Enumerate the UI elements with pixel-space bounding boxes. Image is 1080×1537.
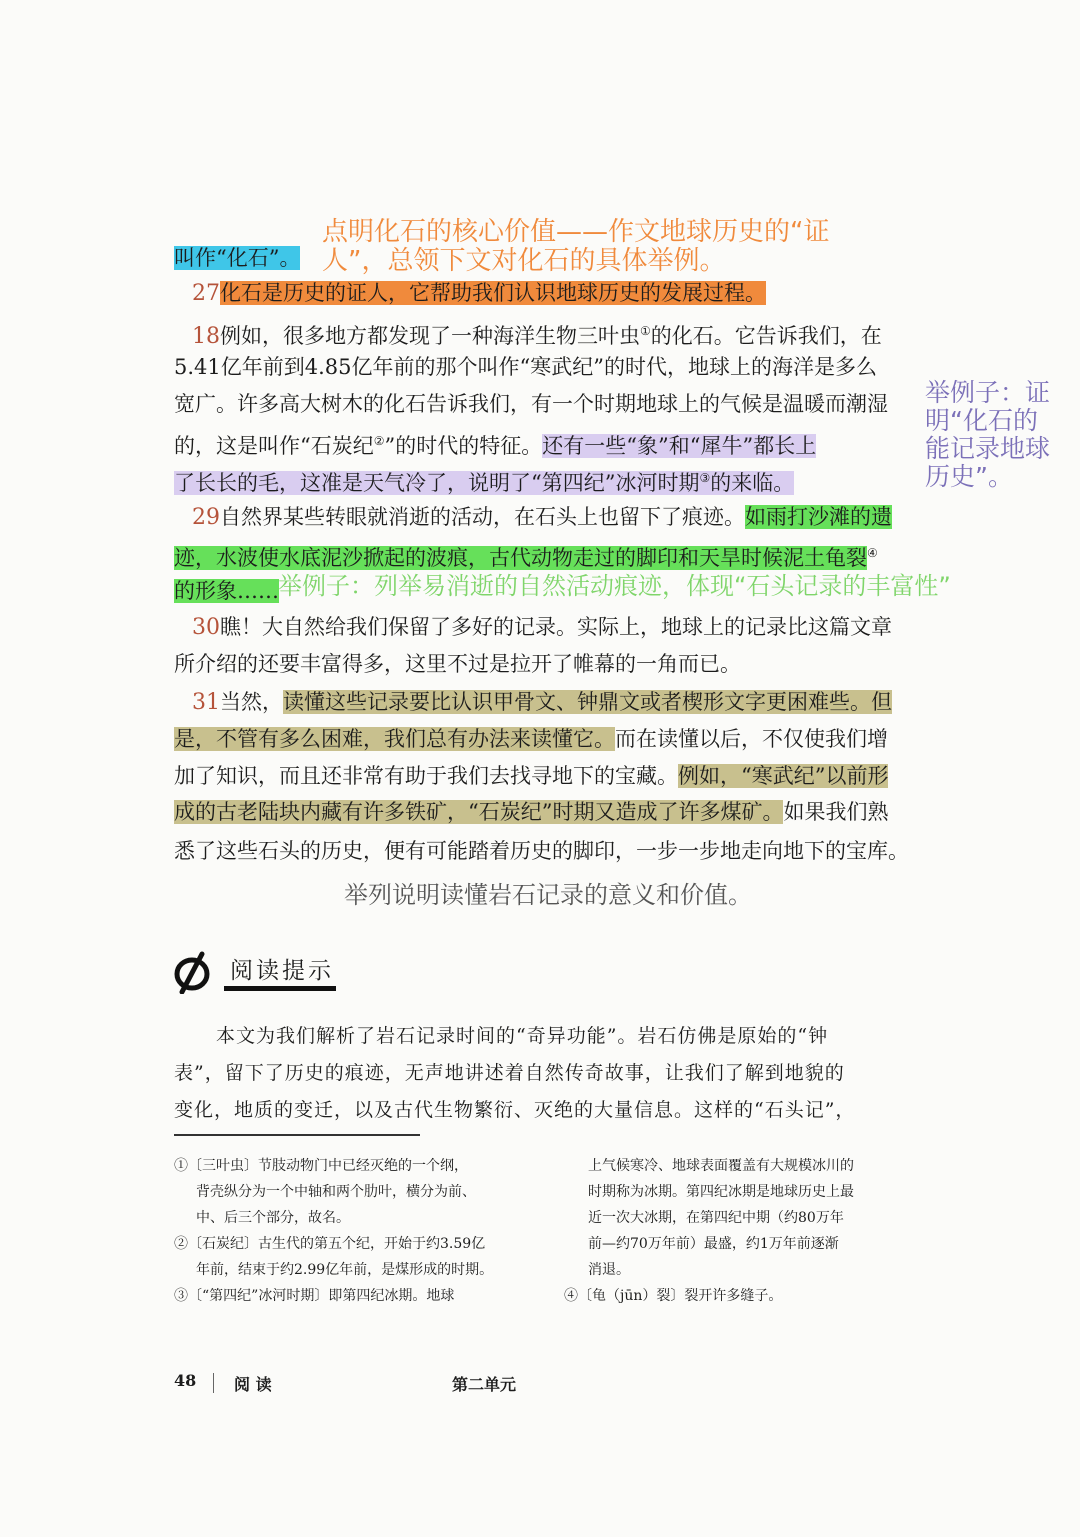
footnote-ref: ③ <box>699 471 711 485</box>
footnote-line: ④〔龟（jūn）裂〕裂开许多缝子。 <box>564 1288 783 1304</box>
text-run: 的，这是叫作“石炭纪 <box>174 434 374 458</box>
text-run: ”的时代的特征。 <box>384 434 543 458</box>
footnote-line: ①〔三叶虫〕节肢动物门中已经灭绝的一个纲， <box>174 1158 468 1174</box>
text-line <box>192 502 892 533</box>
text-run: 当然， <box>220 690 283 714</box>
footnote-ref: ② <box>373 434 385 448</box>
text-run: 的化石。它告诉我们，在 <box>650 324 882 348</box>
text-line: 表”，留下了历史的痕迹，无声地讲述着自然传奇故事，让我们了解到地貌的 <box>174 1062 845 1084</box>
footnote-line: 前—约70万年前）最盛，约1万年前逐渐 <box>588 1236 839 1252</box>
text-line <box>174 576 279 606</box>
paragraph-number: 29 <box>192 505 220 530</box>
text-line: 本文为我们解析了岩石记录时间的“奇异功能”。岩石仿佛是原始的“钟 <box>216 1025 829 1047</box>
footnote-ref: ① <box>640 324 651 338</box>
paragraph-number: 31 <box>192 690 220 715</box>
reading-tips-title: 阅读提示 <box>230 958 334 984</box>
annotation-line: 举例子：证 <box>925 378 1051 407</box>
title-underline <box>224 986 336 991</box>
text-line: 宽广。许多高大树木的化石告诉我们，有一个时期地球上的气候是温暖而潮湿 <box>174 392 888 416</box>
text-line <box>174 797 888 827</box>
paragraph-number: 30 <box>192 615 220 640</box>
text-line <box>192 612 892 643</box>
paragraph-number: 27 <box>192 281 220 306</box>
paragraph-number: 18 <box>192 324 220 349</box>
highlight-green: 迹，水波使水底泥沙掀起的波痕，古代动物走过的脚印和天旱时候泥土龟裂 <box>174 546 867 570</box>
highlight-lavender: 还有一些“象”和“犀牛”都长上 <box>542 434 817 458</box>
footnotes-right <box>564 1153 854 1309</box>
annotation-line: 历史”。 <box>925 462 1013 491</box>
footnote-ref: ④ <box>867 546 878 560</box>
footer-divider <box>213 1373 214 1393</box>
footnote-line: 背壳纵分为一个中轴和两个肋叶，横分为前、 <box>196 1184 476 1200</box>
text-line <box>174 463 794 498</box>
reading-tips-icon <box>172 950 212 994</box>
paragraph-27 <box>192 278 766 309</box>
footnote-line: ②〔石炭纪〕古生代的第五个纪，开始于约3.59亿 <box>174 1236 486 1252</box>
text-run: 例如，很多地方都发现了一种海洋生物三叶虫 <box>220 324 640 348</box>
reading-tips-body <box>174 1018 910 1129</box>
text-line <box>174 426 816 461</box>
highlight-lavender <box>174 471 794 495</box>
highlight-khaki: 读懂这些记录要比认识甲骨文、钟鼎文或者楔形文字更困难些。但 <box>283 690 892 714</box>
annotation-green: 举例子：列举易消逝的自然活动痕迹，体现“石头记录的丰富性” <box>278 572 951 600</box>
highlight-orange: 化石是历史的证人，它帮助我们认识地球历史的发展过程。 <box>220 281 766 305</box>
annotation-line: 能记录地球 <box>925 434 1051 463</box>
text-line: 所介绍的还要丰富得多，这里不过是拉开了帷幕的一角而已。 <box>174 652 741 676</box>
text-line: 5.41亿年前到4.85亿年前的那个叫作“寒武纪”的时代，地球上的海洋是多么 <box>174 355 877 379</box>
text-line <box>192 687 892 718</box>
text-line <box>174 761 888 791</box>
footnote-line: 中、后三个部分，故名。 <box>196 1210 350 1226</box>
text-run: 瞧！大自然给我们保留了多好的记录。实际上，地球上的记录比这篇文章 <box>220 615 892 639</box>
page-number: 48 <box>174 1371 197 1390</box>
text-run: 如果我们熟 <box>783 800 889 824</box>
footnote-line: 消退。 <box>588 1262 630 1278</box>
highlight-green: 的形象…… <box>174 579 279 603</box>
footnote-line: 年前，结束于约2.99亿年前，是煤形成的时期。 <box>196 1262 494 1278</box>
annotation-example-fossil <box>925 379 1050 491</box>
text-run: 的来临。 <box>710 471 795 495</box>
annotation-line: 点明化石的核心价值——作文地球历史的“证 <box>322 217 830 247</box>
text-line: 变化，地质的变迁，以及古代生物繁衍、灭绝的大量信息。这样的“石头记”， <box>174 1099 856 1121</box>
highlight-khaki: 是，不管有多么困难，我们总有办法来读懂它。 <box>174 727 615 751</box>
annotation-core-value <box>322 218 829 276</box>
text-run: 了长长的毛，这准是天气冷了，说明了“第四纪”冰河时期 <box>174 471 700 495</box>
footnote-line: ③〔“第四纪”冰河时期〕即第四纪冰期。地球 <box>174 1288 455 1304</box>
annotation-line: 人”，总领下文对化石的具体举例。 <box>322 246 726 276</box>
text-run: 加了知识，而且还非常有助于我们去找寻地下的宝藏。 <box>174 764 678 788</box>
footnote-line: 近一次大冰期，在第四纪中期（约80万年 <box>588 1210 844 1226</box>
footnote-line: 时期称为冰期。第四纪冰期是地球历史上最 <box>588 1184 854 1200</box>
highlight-cyan: 叫作“化石”。 <box>174 246 301 270</box>
footer-section: 阅 读 <box>234 1375 272 1394</box>
annotation-line: 明“化石的 <box>925 406 1038 435</box>
highlight-khaki: 例如，“寒武纪”以前形 <box>678 764 889 788</box>
text-line <box>192 316 882 352</box>
footer-unit: 第二单元 <box>452 1375 517 1394</box>
footnotes-left <box>174 1153 493 1309</box>
paragraph-26-end <box>174 243 300 273</box>
footnote-line: 上气候寒冷、地球表面覆盖有大规模冰川的 <box>588 1158 854 1174</box>
footnote-divider <box>174 1134 420 1136</box>
text-line <box>174 724 888 754</box>
highlight-khaki: 成的古老陆块内藏有许多铁矿，“石炭纪”时期又造成了许多煤矿。 <box>174 800 784 824</box>
annotation-bottom: 举列说明读懂岩石记录的意义和价值。 <box>344 881 752 909</box>
text-run: 自然界某些转眼就消逝的活动，在石头上也留下了痕迹。 <box>220 505 745 529</box>
highlight-green: 如雨打沙滩的遗 <box>745 505 892 529</box>
text-line: 悉了这些石头的历史，便有可能踏着历史的脚印，一步一步地走向地下的宝库。 <box>174 839 909 863</box>
text-run: 而在读懂以后，不仅使我们增 <box>615 727 888 751</box>
